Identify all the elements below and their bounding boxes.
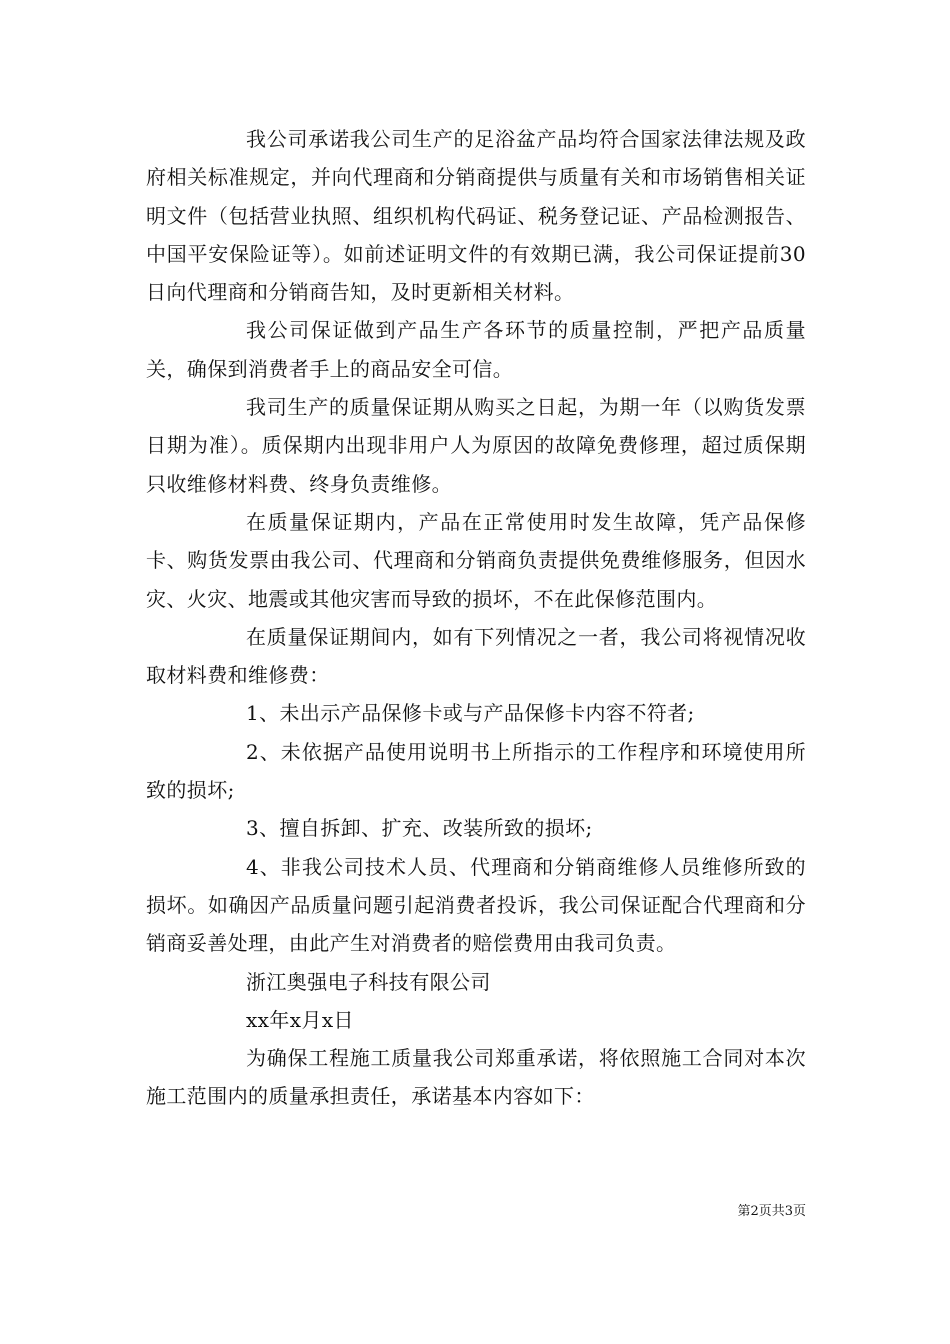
document-body bbox=[146, 120, 806, 1116]
list-item-condition-2: 2、未依据产品使用说明书上所指示的工作程序和环境使用所致的损坏; bbox=[146, 739, 806, 803]
list-item-condition-1: 1、未出示产品保修卡或与产品保修卡内容不符者; bbox=[246, 701, 695, 726]
paragraph-quality-control: 我公司保证做到产品生产各环节的质量控制，严把产品质量关，确保到消费者手上的商品安全可信。 bbox=[146, 318, 806, 381]
paragraph-construction-commitment: 为确保工程施工质量我公司郑重承诺，将依照施工合同对本次施工范围内的质量承担责任，承诺基本内容如下： bbox=[146, 1046, 806, 1109]
list-item-condition-3: 3、擅自拆卸、扩充、改装所致的损坏; bbox=[246, 816, 593, 841]
paragraph-warranty-period: 我司生产的质量保证期从购买之日起，为期一年（以购货发票日期为准）。质保期内出现非用户人为原因的故障免费修理，超过质保期只收维修材料费、终身负责维修。 bbox=[146, 395, 806, 496]
paragraph-free-repair: 在质量保证期内，产品在正常使用时发生故障，凭产品保修卡、购货发票由我公司、代理商和分销商负责提供免费维修服务，但因水灾、火灾、地震或其他灾害而导致的损坏，不在此保修范围内。 bbox=[146, 509, 806, 611]
list-item-condition-4: 4、非我公司技术人员、代理商和分销商维修人员维修所致的损坏。如确因产品质量问题引起消费者投诉，我公司保证配合代理商和分销商妥善处理，由此产生对消费者的赔偿费用由我司负责。 bbox=[146, 854, 806, 956]
paragraph-certification-docs: 我公司承诺我公司生产的足浴盆产品均符合国家法律法规及政府相关标准规定，并向代理商和分销商提供与质量有关和市场销售相关证明文件（包括营业执照、组织机构代码证、税务登记证、产品检测报告、中国平安保险证等）。如前述证明文件的有效期已满，我公司保证提前30日向代理商和分销商告知，及时更新相关材料。 bbox=[146, 127, 806, 305]
paragraph-fee-conditions: 在质量保证期间内，如有下列情况之一者，我公司将视情况收取材料费和维修费： bbox=[146, 624, 806, 688]
company-signature: 浙江奥强电子科技有限公司 bbox=[246, 969, 491, 994]
page-number: 第2页共3页 bbox=[737, 1204, 806, 1219]
signature-date: xx年x月x日 bbox=[246, 1007, 354, 1032]
